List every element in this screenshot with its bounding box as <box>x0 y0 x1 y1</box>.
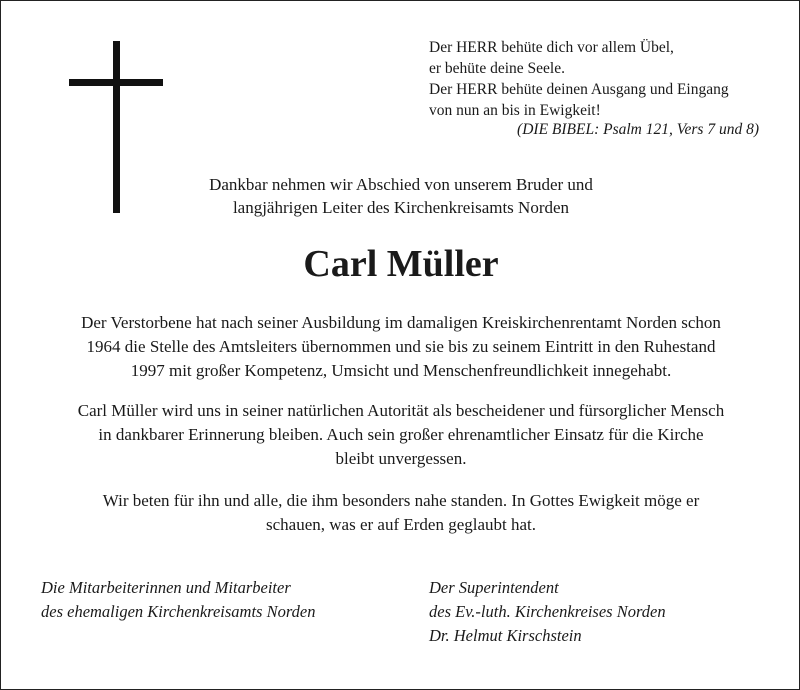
intro-text <box>1 173 800 219</box>
verse-line: Der HERR behüte dich vor allem Übel, <box>429 39 674 56</box>
deceased-name: Carl Müller <box>303 243 499 285</box>
verse-line: von nun an bis in Ewigkeit! <box>429 102 601 119</box>
verse-line: Der HERR behüte deinen Ausgang und Eingang <box>429 81 729 98</box>
cross-horizontal-bar <box>69 79 163 86</box>
paragraph-line: Wir beten für ihn und alle, die ihm besonders nahe standen. In Gottes Ewigkeit möge er <box>102 491 700 510</box>
verse-source: (DIE BIBEL: Psalm 121, Vers 7 und 8) <box>517 121 759 138</box>
intro-line: langjährigen Leiter des Kirchenkreisamts Norden <box>232 198 570 217</box>
bible-verse <box>429 37 769 121</box>
paragraph-line: 1964 die Stelle des Amtsleiters übernommen und sie bis zu seinem Eintritt in den Ruhestand <box>86 337 716 356</box>
signature-staff <box>41 576 316 624</box>
paragraph-line: 1997 mit großer Kompetenz, Umsicht und Menschenfreundlichkeit innegehabt. <box>130 361 672 380</box>
verse-line: er behüte deine Seele. <box>429 60 565 77</box>
signature-superintendent <box>429 576 666 648</box>
signature-line: des Ev.-luth. Kirchenkreises Norden <box>429 602 666 621</box>
paragraph-line: bleibt unvergessen. <box>335 449 467 468</box>
paragraph-prayer <box>21 489 781 537</box>
signature-line: Die Mitarbeiterinnen und Mitarbeiter <box>41 578 291 597</box>
paragraph-line: in dankbarer Erinnerung bleiben. Auch sein großer ehrenamtlicher Einsatz für die Kirche <box>98 425 704 444</box>
paragraph-career <box>21 311 781 383</box>
signature-line: des ehemaligen Kirchenkreisamts Norden <box>41 602 316 621</box>
intro-line: Dankbar nehmen wir Abschied von unserem Bruder und <box>209 175 593 194</box>
paragraph-line: Carl Müller wird uns in seiner natürlichen Autorität als bescheidener und fürsorglicher Mensch <box>77 401 725 420</box>
signature-line: Der Superintendent <box>429 578 559 597</box>
paragraph-line: Der Verstorbene hat nach seiner Ausbildung im damaligen Kreiskirchenrentamt Norden schon <box>81 313 721 332</box>
paragraph-remembrance <box>21 399 781 471</box>
paragraph-line: schauen, was er auf Erden geglaubt hat. <box>266 515 536 534</box>
signature-line: Dr. Helmut Kirschstein <box>429 626 582 645</box>
